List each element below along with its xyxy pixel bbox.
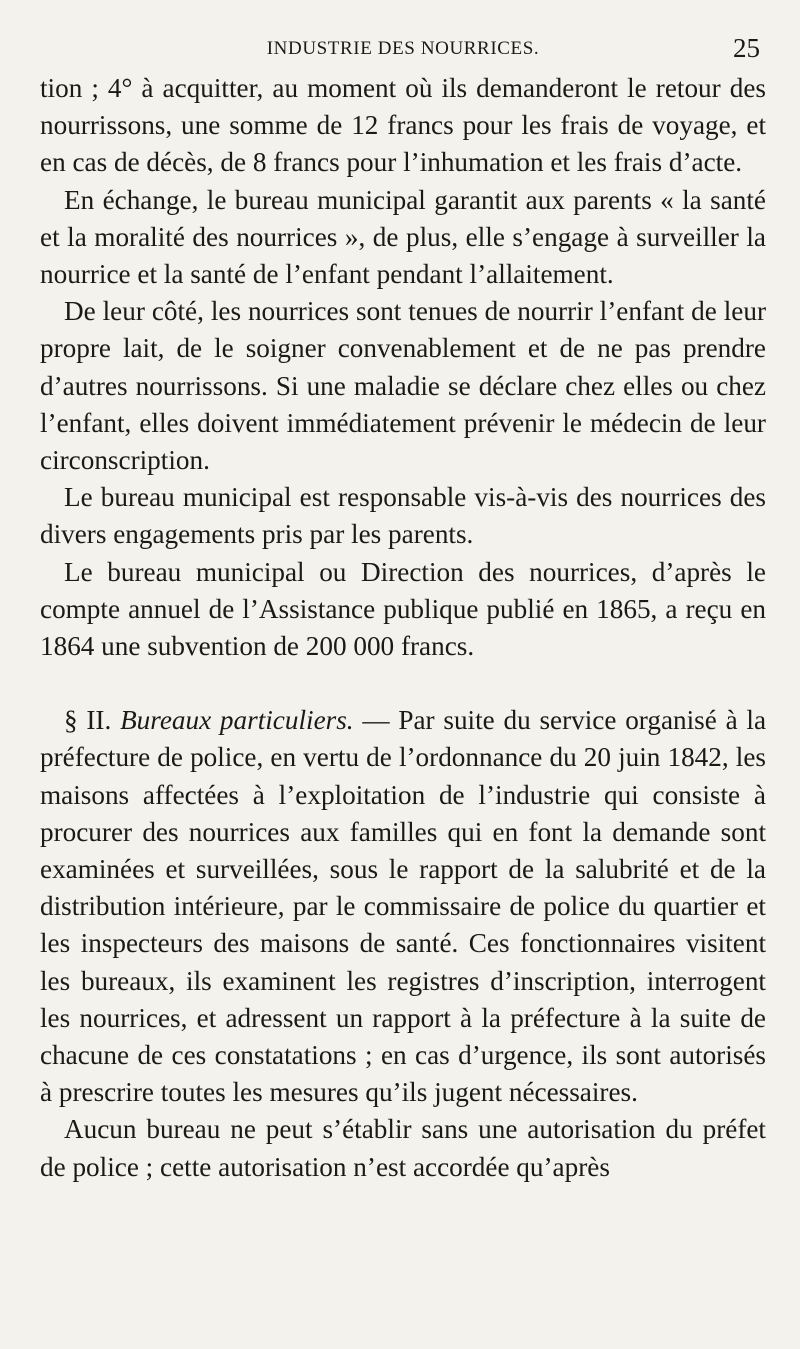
paragraph-authorization: Aucun bureau ne peut s’établir sans une autorisation du préfet de police ; cette autorisation n’est accordée qu’après bbox=[40, 1114, 766, 1182]
section-heading: § II. bbox=[64, 705, 112, 736]
paragraph-nurse-duties: De leur côté, les nourrices sont tenues de nourrir l’enfant de leur propre lait, de le soigner convenablement et de ne pas prendre d’autres nourrissons. Si une maladie se déclare chez elles ou chez l’enfant, elles doivent immédiatement prévenir le médecin de leur circonscription. bbox=[40, 296, 766, 476]
text-body bbox=[40, 70, 766, 1186]
paragraph-exchange: En échange, le bureau municipal garantit aux parents « la santé et la moralité des nourrices », de plus, elle s’engage à surveiller la nourrice et la santé de l’enfant pendant l’allaitement. bbox=[40, 184, 766, 290]
running-head bbox=[40, 30, 766, 70]
section-dash: — bbox=[362, 705, 390, 736]
section-text: Par suite du service organisé à la préfecture de police, en vertu de l’ordonnance du 20 juin 1842, les maisons affectées à l’exploitation de l’industrie qui consiste à procurer des nourrices aux familles qui en font la demande sont examinées et surveillées, sous le rapport de la salubrité et de la distribution intérieure, par le commissaire de police du quartier et les inspecteurs des maisons de santé. Ces fonctionnaires visitent les bureaux, ils examinent les registres d’inscription, interrogent les nourrices, et adressent un rapport à la préfecture à la suite de chacune de ces constatations ; en cas d’urgence, ils sont autorisés à prescrire toutes les mesures qu’ils jugent nécessaires. bbox=[40, 705, 767, 1108]
paragraph-continuation: tion ; 4° à acquitter, au moment où ils demanderont le retour des nourrissons, une somme de 12 francs pour les frais de voyage, et en cas de décès, de 8 francs pour l’inhumation et les frais d’acte. bbox=[40, 73, 766, 178]
paragraph-subsidy: Le bureau municipal ou Direction des nourrices, d’après le compte annuel de l’Assistance publique publié en 1865, a reçu en 1864 une subvention de 200 000 francs. bbox=[40, 556, 766, 662]
section-title: Bureaux particuliers. bbox=[120, 705, 354, 736]
page-number: 25 bbox=[733, 33, 760, 63]
section-paragraph bbox=[40, 702, 766, 1111]
running-title: INDUSTRIE DES NOURRICES. bbox=[266, 38, 540, 59]
paragraph-responsibility: Le bureau municipal est responsable vis-à-vis des nourrices des divers engagements pris par les parents. bbox=[40, 482, 766, 550]
